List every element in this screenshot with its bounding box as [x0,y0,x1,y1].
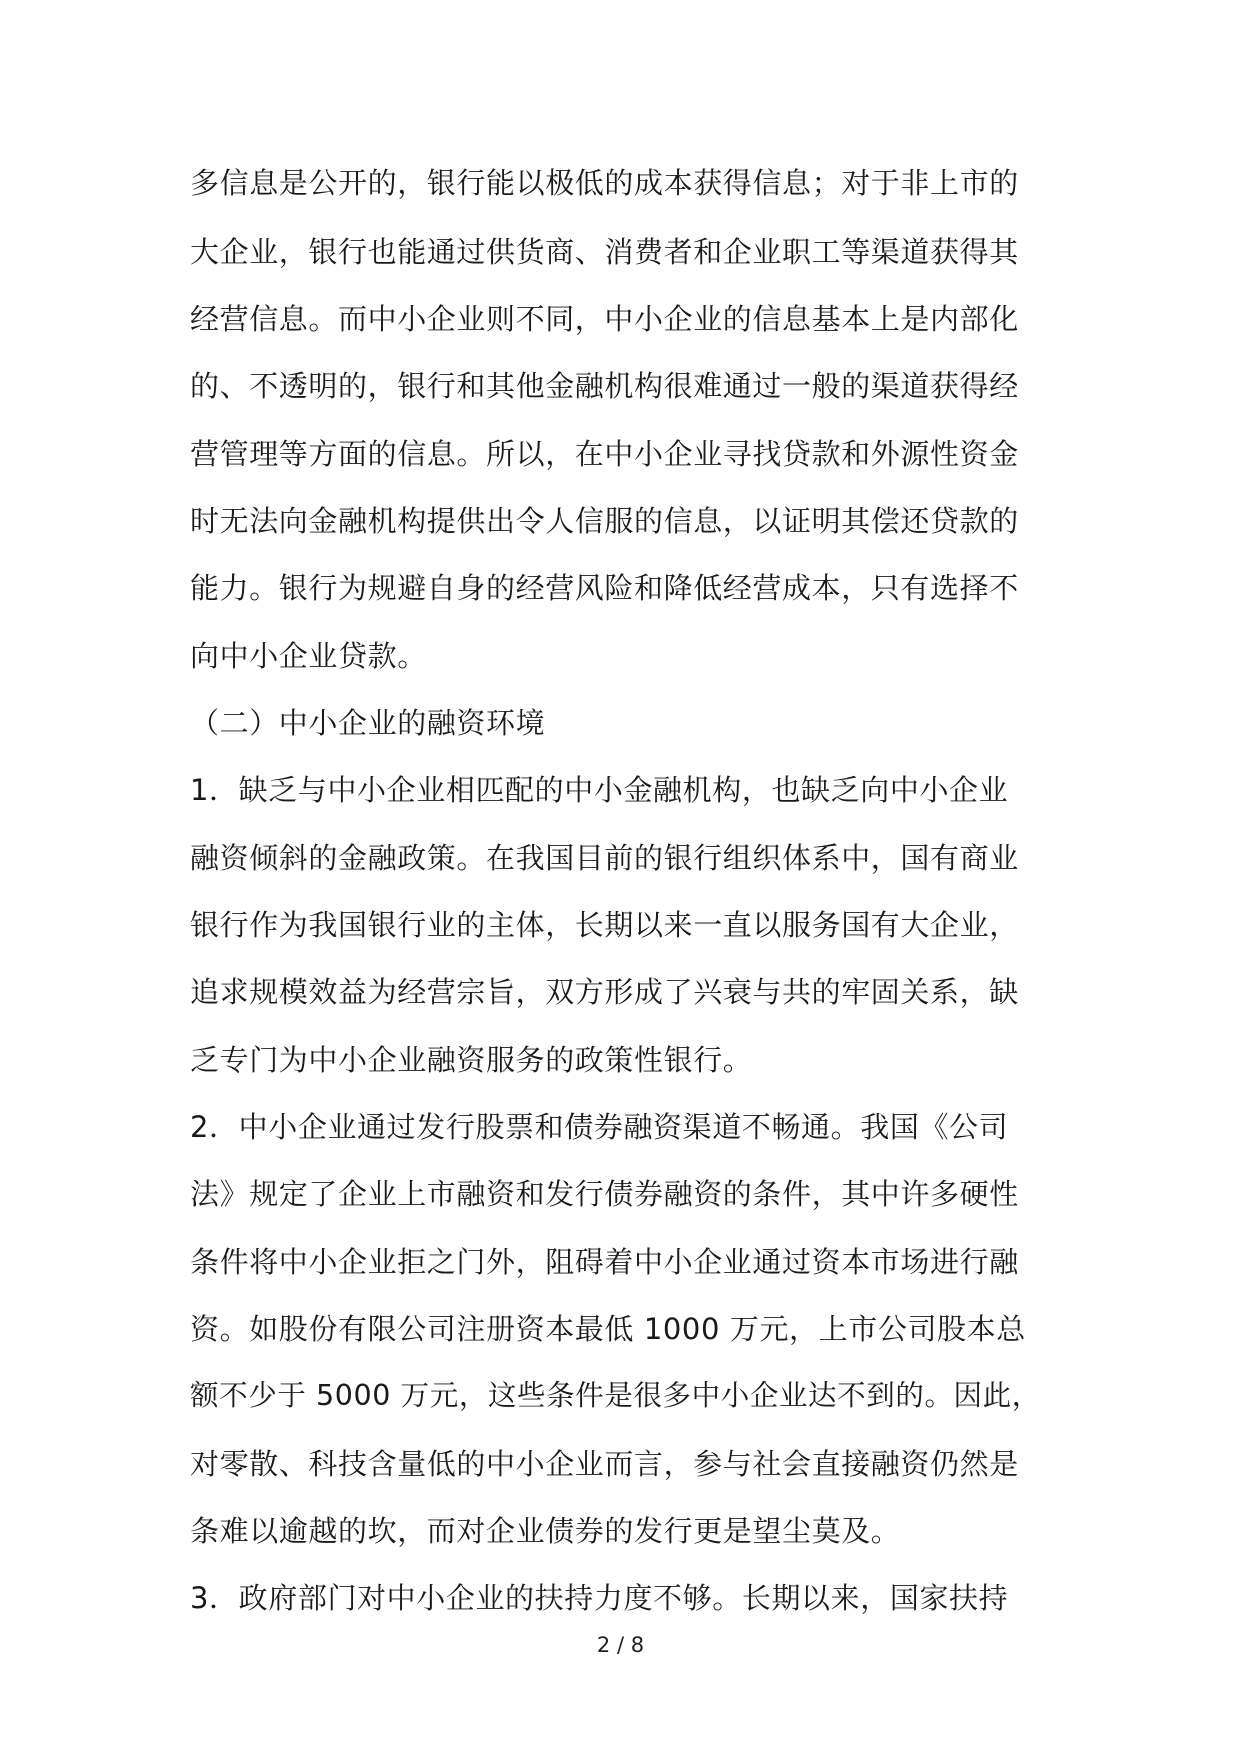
text-line: 资。如股份有限公司注册资本最低 1000 万元，上市公司股本总 [190,1312,1026,1346]
page-number: 2 / 8 [596,1633,645,1657]
section-heading: （二）中小企业的融资环境 [190,706,546,740]
text-line: 乏专门为中小企业融资服务的政策性银行。 [190,1043,753,1077]
text-line: 银行作为我国银行业的主体，长期以来一直以服务国有大企业， [190,908,1019,942]
text-line: 额不少于 5000 万元，这些条件是很多中小企业达不到的。因此， [190,1379,1041,1412]
list-item-2: 2．中小企业通过发行股票和债券融资渠道不畅通。我国《公司 [190,1110,1009,1144]
text-line: 追求规模效益为经营宗旨，双方形成了兴衰与共的牢固关系，缺 [190,975,1019,1009]
text-line: 条件将中小企业拒之门外，阻碍着中小企业通过资本市场进行融 [190,1245,1019,1279]
text-line: 向中小企业贷款。 [190,639,427,673]
text-line: 能力。银行为规避自身的经营风险和降低经营成本，只有选择不 [190,571,1019,605]
text-line: 时无法向金融机构提供出令人信服的信息，以证明其偿还贷款的 [190,504,1019,538]
list-item-3: 3．政府部门对中小企业的扶持力度不够。长期以来，国家扶持 [190,1581,1009,1615]
text-line: 条难以逾越的坎，而对企业债券的发行更是望尘莫及。 [190,1514,901,1548]
text-line: 经营信息。而中小企业则不同，中小企业的信息基本上是内部化 [190,302,1019,336]
text-line: 多信息是公开的，银行能以极低的成本获得信息；对于非上市的 [190,166,1019,200]
text-line: 营管理等方面的信息。所以，在中小企业寻找贷款和外源性资金 [190,437,1019,471]
text-line: 大企业，银行也能通过供货商、消费者和企业职工等渠道获得其 [190,235,1019,269]
text-line: 对零散、科技含量低的中小企业而言，参与社会直接融资仍然是 [190,1447,1019,1481]
list-item-1: 1．缺乏与中小企业相匹配的中小金融机构，也缺乏向中小企业 [190,773,1009,807]
text-line: 融资倾斜的金融政策。在我国目前的银行组织体系中，国有商业 [190,841,1019,875]
text-line: 法》规定了企业上市融资和发行债券融资的条件，其中许多硬性 [190,1177,1019,1211]
text-line: 的、不透明的，银行和其他金融机构很难通过一般的渠道获得经 [190,369,1019,403]
